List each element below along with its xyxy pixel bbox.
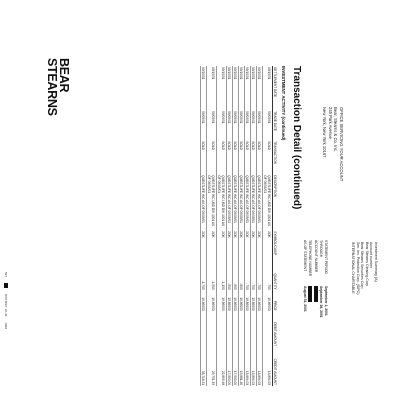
- cell-qty: -700: [251, 266, 257, 291]
- statement-sheet: [0, 22, 400, 394]
- cell-credit: 13,894.03: [263, 347, 273, 386]
- cell-qty: -700: [245, 266, 251, 291]
- cell-txn: SOLD: [217, 140, 227, 174]
- cell-debit: [245, 312, 251, 347]
- page-footer: [4, 272, 8, 329]
- cell-debit: [251, 312, 257, 347]
- cell-txn: SOLD: [245, 140, 251, 174]
- column-header: SYMBOL/CUSIP: [273, 230, 279, 266]
- investment-activity-table: [200, 66, 278, 386]
- cell-price: 19.89000: [251, 291, 257, 312]
- cell-desc: QUESTLIFE INC USD DIV 1001 AS OF 09/05/01: [263, 174, 273, 230]
- cell-qty: -700: [257, 266, 263, 291]
- footer-middle: DISTRICT 10-46: [4, 294, 8, 317]
- cell-price: 19.89000: [245, 291, 251, 312]
- column-header: DEBIT AMOUNT: [273, 312, 279, 347]
- cell-qty: -1,150: [217, 266, 227, 291]
- cell-desc: QUESTLIFE INC USD DIV 1001 AS OF 09/05/01: [207, 174, 217, 230]
- summary-label: ACCOUNT NUMBER: [313, 240, 318, 273]
- cell-settle: 09/10/01: [201, 66, 207, 110]
- column-header: QUANTITY: [273, 266, 279, 291]
- cell-desc: QUESTLIFE INC AS OF 09/05/01: [227, 174, 233, 230]
- cell-txn: SOLD: [233, 140, 239, 174]
- cell-credit: 17,900.00: [227, 347, 233, 386]
- cell-qty: -1,500: [207, 266, 217, 291]
- cell-qty: -900: [233, 266, 239, 291]
- cell-price: 19.89000: [207, 291, 217, 312]
- firm-line-2: Bear, Stearns & Co. Inc.: [333, 107, 339, 152]
- logo-line-2: STEARNS: [45, 58, 59, 116]
- cell-sym: 2OK: [263, 230, 273, 266]
- cell-sym: 2OK: [239, 230, 245, 266]
- cell-price: 19.89000: [233, 291, 239, 312]
- firm-line-1: OFFICE SERVICING YOUR ACCOUNT: [339, 107, 344, 182]
- cell-desc: QUESTLIFE INC USD DIV 1001 AS OF 09/05/01: [217, 174, 227, 230]
- table-row: [207, 66, 217, 386]
- cell-sym: 2OK: [201, 230, 207, 266]
- cell-trade: 09/05/01: [251, 110, 257, 140]
- column-header: TRADE DATE: [273, 110, 279, 140]
- account-header-line-1: Investment Summary (A): [374, 242, 378, 282]
- cell-txn: SOLD: [201, 140, 207, 174]
- summary-label: AS OF STATEMENT: [303, 240, 308, 272]
- cell-qty: -700: [263, 266, 273, 291]
- cell-settle: 09/10/01: [239, 66, 245, 110]
- cell-settle: 09/10/01: [233, 66, 239, 110]
- cell-price: 19.89000: [239, 291, 245, 312]
- column-header: DESCRIPTION: [273, 174, 279, 230]
- column-header: PRICE: [273, 291, 279, 312]
- cell-credit: 29,751.33: [207, 347, 217, 386]
- cell-credit: 15,881.46: [239, 347, 245, 386]
- column-header: CREDIT AMOUNT: [273, 347, 279, 386]
- cell-txn: SOLD: [227, 140, 233, 174]
- cell-settle: 09/10/01: [257, 66, 263, 110]
- summary-value: September 28, 2001: [318, 286, 323, 318]
- cell-credit: 13,894.03: [257, 347, 263, 386]
- section-subtitle: INVESTMENT ACTIVITY (continued): [281, 66, 286, 141]
- summary-label: TELEPHONE NUMBER: [308, 240, 313, 277]
- table-row: [245, 66, 251, 386]
- cell-trade: 09/05/01: [233, 110, 239, 140]
- cell-desc: QUESTLIFE INC AS OF 09/05/01: [233, 174, 239, 230]
- footer-right: 1969: [4, 322, 8, 329]
- firm-line-4: New York, New York 10167: [322, 107, 328, 158]
- cell-settle: 09/10/01: [217, 66, 227, 110]
- cell-desc: QUESTLIFE INC AS OF 09/05/01: [251, 174, 257, 230]
- footer-mark: [4, 283, 8, 288]
- bear-stearns-logo: [45, 58, 71, 116]
- summary-label: THROUGH: [318, 240, 323, 258]
- cell-sym: 2OK: [207, 230, 217, 266]
- redaction-bar: [314, 286, 318, 302]
- table-row: [233, 66, 239, 386]
- cell-debit: [201, 312, 207, 347]
- account-header-line-6: INTERNATIONAL CHARITABLE: [351, 242, 356, 294]
- cell-txn: SOLD: [251, 140, 257, 174]
- summary-row: [323, 240, 328, 318]
- cell-txn: SOLD: [263, 140, 273, 174]
- cell-trade: 09/05/01: [201, 110, 207, 140]
- cell-credit: 17,900.00: [233, 347, 239, 386]
- cell-debit: [207, 312, 217, 347]
- account-header: [350, 242, 378, 294]
- cell-txn: SOLD: [239, 140, 245, 174]
- cell-txn: SOLD: [207, 140, 217, 174]
- cell-credit: 33,718.31: [201, 347, 207, 386]
- cell-settle: 09/10/01: [263, 66, 273, 110]
- cell-debit: [233, 312, 239, 347]
- firm-line-3: 245 Park Avenue: [327, 107, 333, 139]
- cell-credit: 13,894.03: [251, 347, 257, 386]
- cell-price: 19.89000: [257, 291, 263, 312]
- summary-value: August 31, 2001: [303, 286, 308, 312]
- redaction-bar: [308, 286, 312, 302]
- cell-debit: [227, 312, 233, 347]
- cell-qty: -1,700: [201, 266, 207, 291]
- cell-trade: 09/05/01: [257, 110, 263, 140]
- summary-row: [318, 240, 323, 318]
- cell-trade: 09/05/01: [217, 110, 227, 140]
- section-title: Transaction Detail (continued): [291, 66, 302, 210]
- cell-sym: 2OK: [233, 230, 239, 266]
- logo-line-1: BEAR: [57, 58, 71, 93]
- cell-sym: 2OK: [257, 230, 263, 266]
- table-row: [257, 66, 263, 386]
- cell-qty: -900: [227, 266, 233, 291]
- summary-label: STATEMENT PERIOD: [324, 240, 328, 274]
- account-header-line-3: Bear Stearns Clearing Corp: [364, 242, 369, 287]
- cell-txn: SOLD: [257, 140, 263, 174]
- cell-credit: 13,894.03: [245, 347, 251, 386]
- cell-settle: 09/10/01: [251, 66, 257, 110]
- table-row: [217, 66, 227, 386]
- cell-credit: 22,859.48: [217, 347, 227, 386]
- cell-desc: QUESTLIFE INC AS OF 09/05/01: [201, 174, 207, 230]
- cell-trade: 09/05/01: [263, 110, 273, 140]
- cell-sym: 2OK: [245, 230, 251, 266]
- cell-debit: [217, 312, 227, 347]
- table-row: [227, 66, 233, 386]
- cell-settle: 09/10/01: [227, 66, 233, 110]
- summary-value: September 1, 2001: [324, 286, 328, 316]
- account-header-line-5: Sec. Inv. Protection Corp. (SIPC): [355, 242, 360, 295]
- cell-trade: 09/05/01: [227, 110, 233, 140]
- cell-desc: QUESTLIFE INC AS OF 09/05/01: [239, 174, 245, 230]
- column-header: TRANSACTION: [273, 140, 279, 174]
- cell-sym: 2OK: [251, 230, 257, 266]
- table-body: [201, 66, 273, 386]
- cell-price: 19.89000: [263, 291, 273, 312]
- cell-sym: 2OK: [217, 230, 227, 266]
- cell-price: 19.89000: [217, 291, 227, 312]
- cell-settle: 09/10/01: [245, 66, 251, 110]
- account-header-line-2: Account number: [369, 242, 374, 269]
- cell-price: 19.89000: [201, 291, 207, 312]
- cell-trade: 09/05/01: [245, 110, 251, 140]
- cell-settle: 09/10/01: [207, 66, 217, 110]
- table-row: [239, 66, 245, 386]
- table-row: [201, 66, 207, 386]
- cell-desc: QUESTLIFE INC AS OF 09/05/01: [245, 174, 251, 230]
- cell-debit: [239, 312, 245, 347]
- column-header: SETTLEMENT DATE: [273, 66, 279, 110]
- cell-price: 19.89000: [227, 291, 233, 312]
- cell-desc: QUESTLIFE INC AS OF 09/05/01: [257, 174, 263, 230]
- statement-summary: [302, 240, 328, 318]
- footer-left: 597: [4, 272, 8, 278]
- cell-debit: [257, 312, 263, 347]
- cell-trade: 09/05/01: [207, 110, 217, 140]
- account-header-line-4: Bear Stearns Securities Corp: [360, 242, 365, 289]
- table-row: [251, 66, 257, 386]
- cell-sym: 2OK: [227, 230, 233, 266]
- table-header-row: [273, 66, 279, 386]
- cell-trade: 09/05/01: [239, 110, 245, 140]
- table-row: [263, 66, 273, 386]
- cell-qty: -800: [239, 266, 245, 291]
- summary-row: [307, 240, 312, 318]
- cell-debit: [263, 312, 273, 347]
- firm-address: [322, 107, 344, 181]
- summary-row: [302, 240, 307, 318]
